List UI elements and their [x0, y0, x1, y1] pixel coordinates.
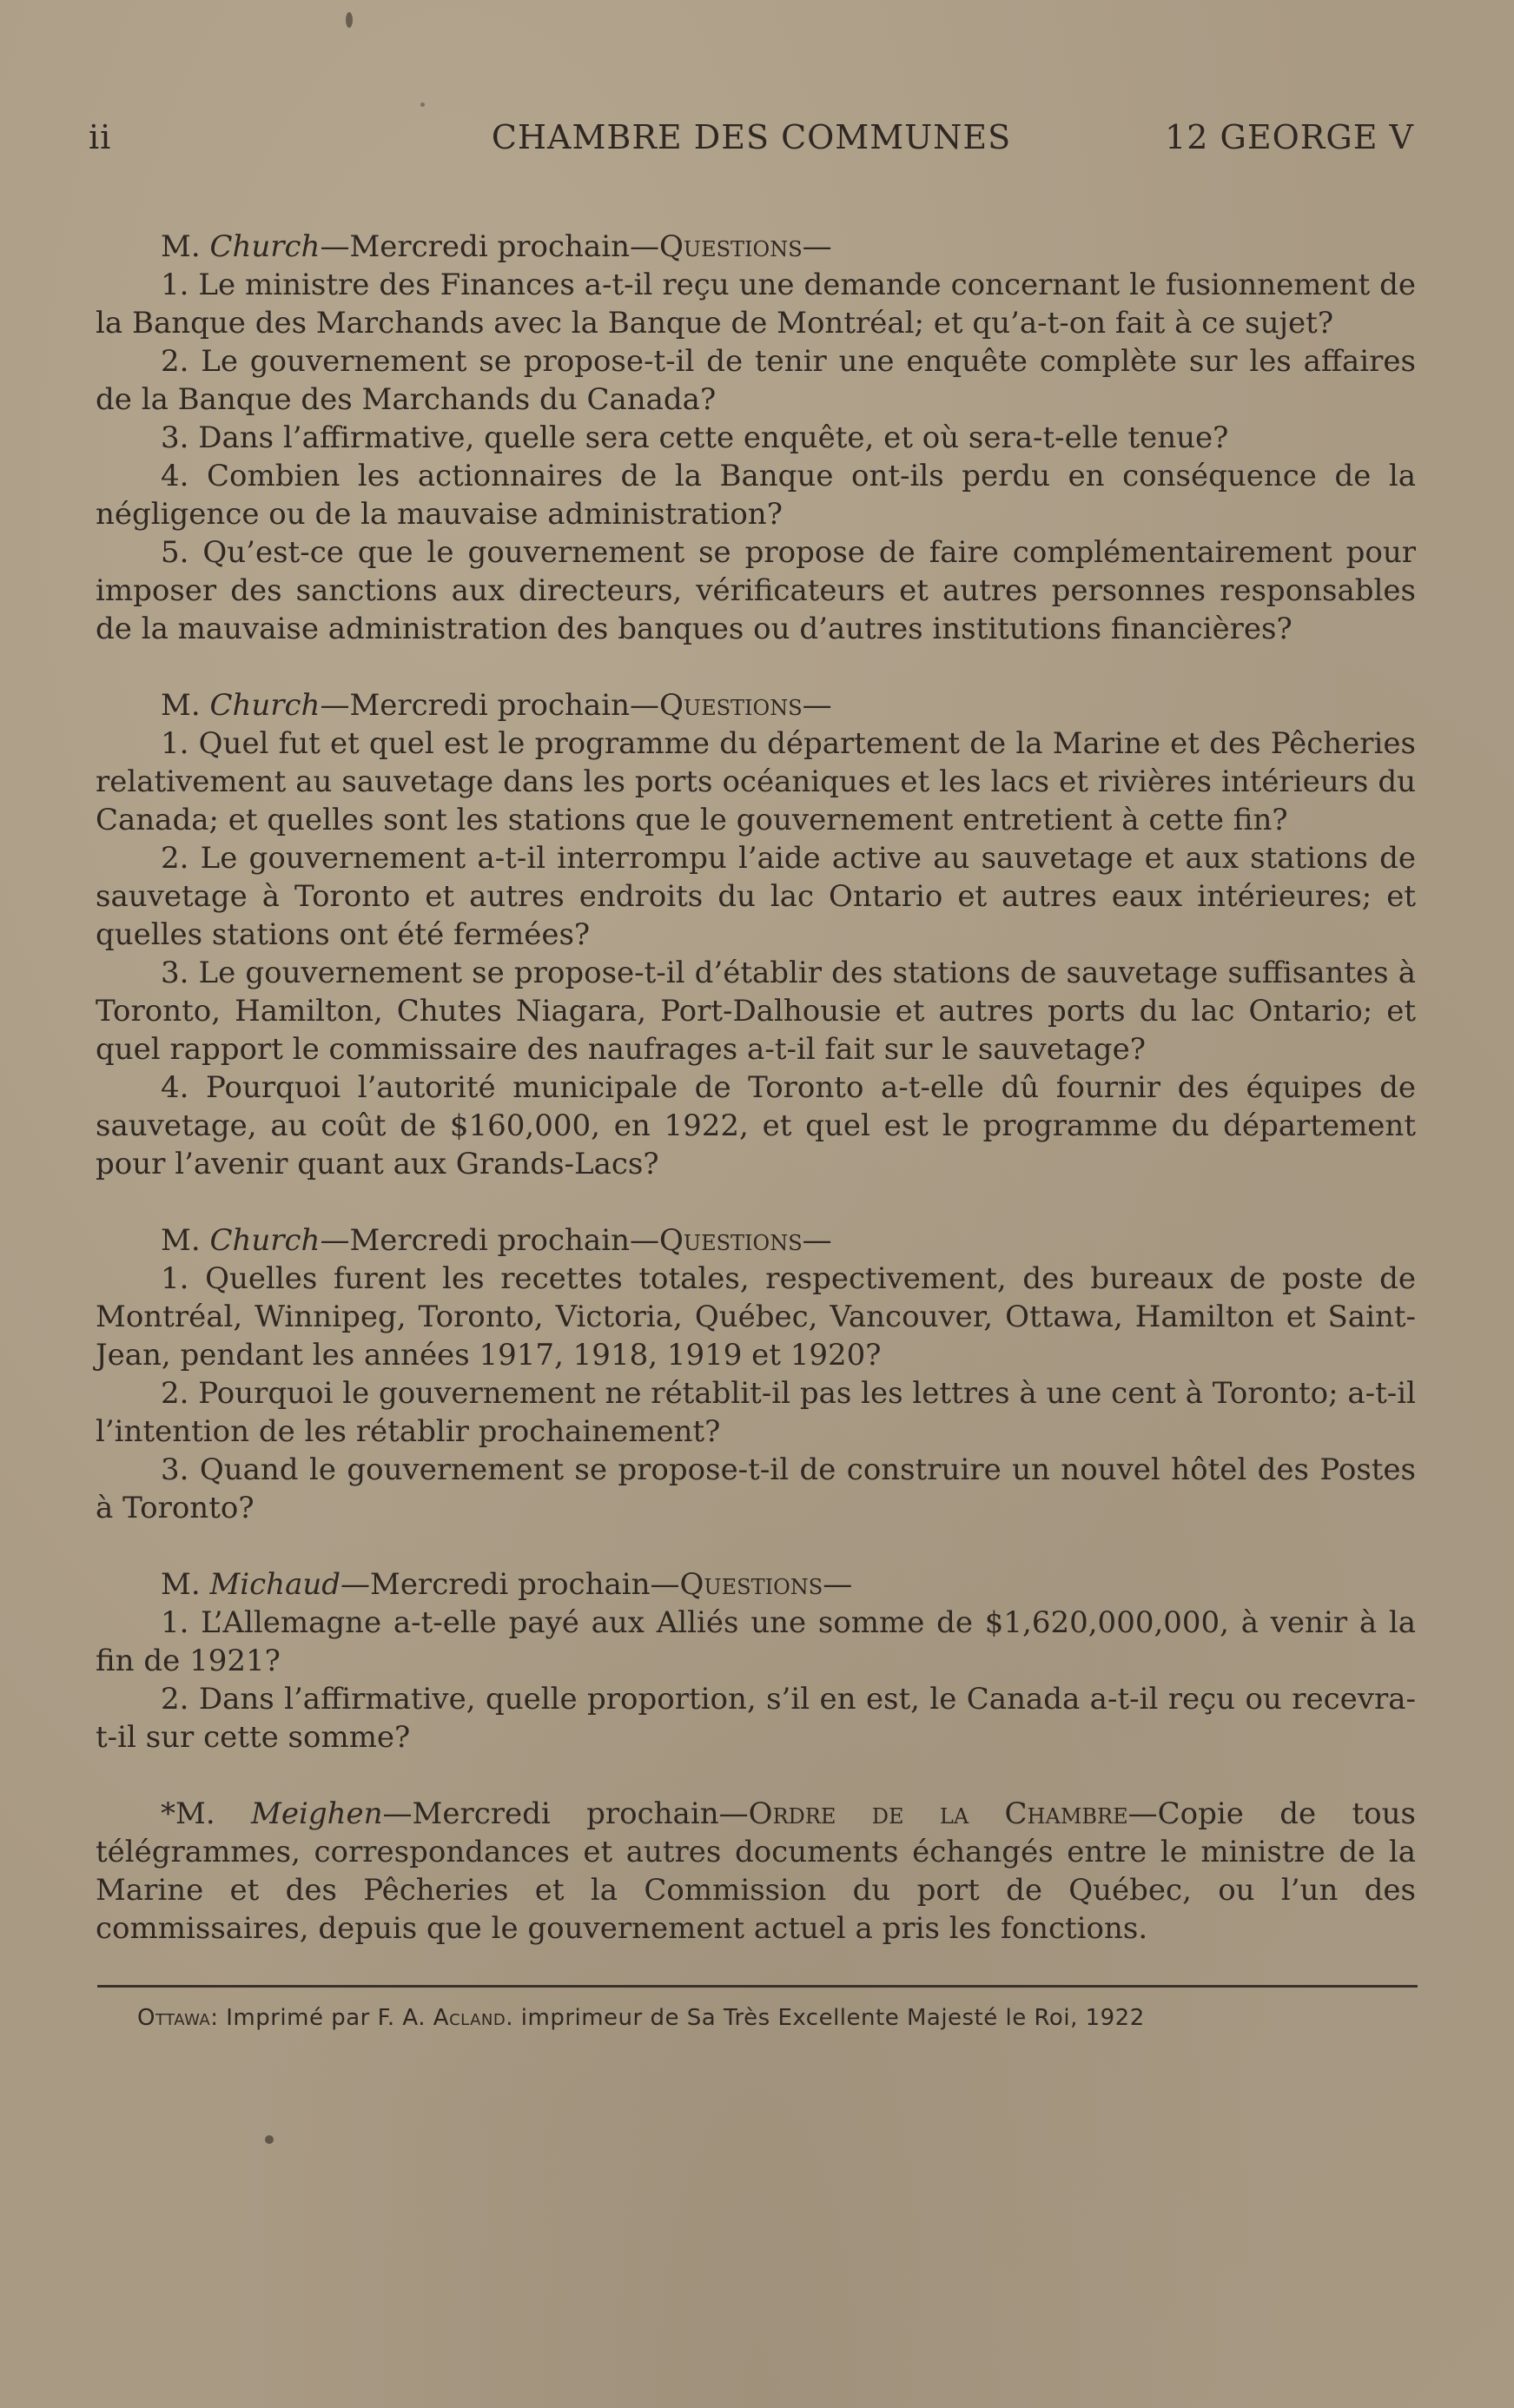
question-item: 4. Combien les actionnaires de la Banque ont-ils perdu en conséquence de la négligence ou de la mauvaise administration?: [96, 459, 1416, 532]
member-name: Meighen: [251, 1796, 383, 1831]
notice-heading: [96, 686, 1416, 724]
regnal-year: 12 GEORGE V: [1165, 118, 1414, 156]
notice-block-5: [96, 1795, 1416, 1948]
notice-date: —Mercredi prochain—: [382, 1796, 749, 1831]
imprint-city: Ottawa: [137, 2005, 211, 2031]
question-item: 2. Pourquoi le gouvernement ne rétablit-il pas les lettres à une cent à Toronto; a-t-il l’intention de les rétablir prochainement?: [96, 1376, 1416, 1449]
notice-block-1: [96, 228, 1416, 648]
member-title: M.: [175, 1796, 215, 1831]
notice-heading: [96, 1565, 1416, 1604]
question-item: 4. Pourquoi l’autorité municipale de Toronto a-t-elle dû fournir des équipes de sauvetage, au coût de $160,000, en 1922, et quel est le programme du département pour l’avenir quant aux Grands-Lacs?: [96, 1070, 1416, 1181]
member-title: M.: [161, 688, 201, 723]
order-text: Copie de tous télégrammes, correspondances et autres documents échangés entre le ministre de la Marine et des Pêcheries et la Commission du port de Québec, ou l’un des commissaires, depuis que le gouvernement actuel a pris les fonctions.: [96, 1796, 1416, 1946]
paper-speck: [265, 2135, 274, 2144]
notice-date: —Mercredi prochain—: [320, 1223, 659, 1258]
order-paragraph: [96, 1795, 1416, 1948]
printer-imprint: [137, 2005, 1423, 2031]
notice-type: Questions: [658, 688, 803, 723]
question-item: 3. Quand le gouvernement se propose-t-il de construire un nouvel hôtel des Postes à Toronto?: [96, 1452, 1416, 1525]
question-item: 2. Le gouvernement se propose-t-il de tenir une enquête complète sur les affaires de la Banque des Marchands du Canada?: [96, 344, 1416, 417]
notice-dash: —: [1127, 1796, 1158, 1831]
running-title: CHAMBRE DES COMMUNES: [491, 118, 1012, 156]
member-name: Church: [209, 229, 321, 264]
question-item: 5. Qu’est-ce que le gouvernement se propose de faire complémentairement pour imposer des sanctions aux directeurs, vérificateurs et autres personnes responsables de la mauvaise administration des banques ou d’autres institutions financières?: [96, 535, 1416, 646]
notice-type: Ordre de la Chambre: [748, 1796, 1128, 1831]
notice-block-3: [96, 1221, 1416, 1527]
notice-dash: —: [802, 1223, 832, 1258]
notice-dash: —: [823, 1567, 853, 1602]
member-name: Church: [209, 688, 321, 723]
member-title: M.: [161, 229, 201, 264]
notice-block-2: [96, 686, 1416, 1183]
notice-dash: —: [802, 688, 832, 723]
question-item: 2. Dans l’affirmative, quelle proportion, s’il en est, le Canada a-t-il reçu ou recevra-t-il sur cette somme?: [96, 1682, 1416, 1755]
notice-type: Questions: [658, 229, 803, 264]
page-number: ii: [89, 118, 112, 156]
notice-heading: [96, 228, 1416, 266]
notice-date: —Mercredi prochain—: [320, 229, 659, 264]
member-name: Michaud: [209, 1567, 340, 1602]
footer-rule: [97, 1985, 1418, 1988]
page-header: [89, 118, 1414, 162]
member-title: M.: [161, 1223, 201, 1258]
notice-block-4: [96, 1565, 1416, 1756]
paper-speck: [420, 103, 425, 107]
imprint-printer-name: Acland: [433, 2005, 506, 2031]
question-item: 1. L’Allemagne a-t-elle payé aux Alliés une somme de $1,620,000,000, à venir à la fin de 1921?: [96, 1605, 1416, 1678]
notice-dash: —: [802, 229, 832, 264]
paper-speck: [346, 12, 353, 28]
question-item: 3. Dans l’affirmative, quelle sera cette enquête, et où sera-t-elle tenue?: [161, 420, 1229, 455]
question-item: 1. Quelles furent les recettes totales, respectivement, des bureaux de poste de Montréal, Winnipeg, Toronto, Victoria, Québec, Vancouver, Ottawa, Hamilton et Saint-Jean, pendant les années 1917, 1918, 1919 et 1920?: [96, 1261, 1416, 1373]
notice-heading: [96, 1221, 1416, 1260]
imprint-rest: . imprimeur de Sa Très Excellente Majesté le Roi, 1922: [506, 2005, 1145, 2031]
imprint-printed-by: : Imprimé par F. A.: [210, 2005, 433, 2031]
notice-date: —Mercredi prochain—: [320, 688, 659, 723]
question-item: 2. Le gouvernement a-t-il interrompu l’aide active au sauvetage et aux stations de sauvetage à Toronto et autres endroits du lac Ontario et autres eaux intérieures; et quelles stations ont été fermées?: [96, 841, 1416, 952]
member-name: Church: [209, 1223, 321, 1258]
notice-date: —Mercredi prochain—: [340, 1567, 680, 1602]
notice-list: [96, 228, 1416, 1986]
asterisk-mark: *: [161, 1796, 175, 1831]
question-item: 1. Quel fut et quel est le programme du département de la Marine et des Pêcheries relativement au sauvetage dans les ports océaniques et les lacs et rivières intérieurs du Canada; et quelles sont les stations que le gouvernement entretient à cette fin?: [96, 726, 1416, 837]
notice-type: Questions: [679, 1567, 823, 1602]
member-title: M.: [161, 1567, 201, 1602]
question-item: 3. Le gouvernement se propose-t-il d’établir des stations de sauvetage suffisantes à Toronto, Hamilton, Chutes Niagara, Port-Dalhousie et autres ports du lac Ontario; et quel rapport le commissaire des naufrages a-t-il fait sur le sauvetage?: [96, 956, 1416, 1067]
notice-type: Questions: [658, 1223, 803, 1258]
question-item: 1. Le ministre des Finances a-t-il reçu une demande concernant le fusionnement de la Banque des Marchands avec la Banque de Montréal; et qu’a-t-on fait à ce sujet?: [96, 268, 1416, 341]
